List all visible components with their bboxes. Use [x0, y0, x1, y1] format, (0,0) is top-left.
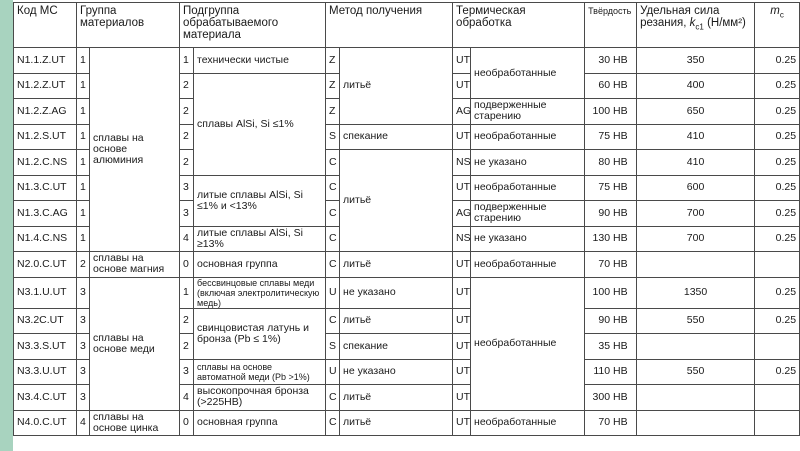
header-group: Группа материалов — [77, 3, 180, 48]
mc-cell — [755, 385, 800, 411]
header-force-unit: (Н/мм²) — [703, 17, 746, 29]
subgroup-num-cell: 4 — [180, 226, 194, 252]
table-row — [14, 277, 800, 308]
method-code-cell: U — [326, 359, 340, 385]
method-code-cell: Z — [326, 73, 340, 99]
group-num-cell: 3 — [77, 385, 90, 411]
method-code-cell: C — [326, 410, 340, 436]
code-cell: N4.0.C.UT — [14, 410, 77, 436]
hardness-value: 80 — [598, 155, 611, 168]
mc-cell: 0.25 — [755, 226, 800, 252]
mc-cell: 0.25 — [755, 73, 800, 99]
method-code-cell: C — [326, 385, 340, 411]
subgroup-num-cell: 2 — [180, 124, 194, 150]
mc-cell — [755, 334, 800, 360]
group-num-cell: 3 — [77, 359, 90, 385]
code-cell: N3.1.U.UT — [14, 277, 77, 308]
code-cell: N1.1.Z.UT — [14, 48, 77, 74]
subgroup-text-cell: основная группа — [194, 252, 326, 278]
hardness-unit: HB — [612, 130, 628, 143]
heat-untreated-cell: необработанные — [471, 124, 585, 150]
hardness-value: 130 — [592, 232, 611, 245]
subgroup-num-cell: 1 — [180, 48, 194, 74]
code-cell: N1.2.Z.AG — [14, 99, 77, 125]
table-row — [14, 48, 800, 74]
subgroup-num-cell: 3 — [180, 359, 194, 385]
heat-none-cell: не указано — [471, 150, 585, 176]
heat-code-cell: UT — [453, 252, 471, 278]
header-cutting-force — [637, 3, 755, 48]
header-code: Код МС — [14, 3, 77, 48]
method-none-cell: не указано — [340, 359, 453, 385]
hardness-cell — [585, 308, 637, 334]
hardness-unit: HB — [612, 53, 628, 66]
subgroup-text-cell: свинцовистая латунь и бронза (Pb ≤ 1%) — [194, 308, 326, 359]
hardness-cell — [585, 252, 637, 278]
hardness-cell — [585, 150, 637, 176]
hardness-cell — [585, 48, 637, 74]
code-cell: N1.2.C.NS — [14, 150, 77, 176]
method-code-cell: C — [326, 201, 340, 227]
method-code-cell: S — [326, 124, 340, 150]
code-cell: N1.4.C.NS — [14, 226, 77, 252]
code-cell: N3.3.U.UT — [14, 359, 77, 385]
code-cell: N1.3.C.UT — [14, 175, 77, 201]
subgroup-num-cell: 4 — [180, 385, 194, 411]
heat-code-cell: UT — [453, 73, 471, 99]
code-cell: N1.2.S.UT — [14, 124, 77, 150]
hardness-cell — [585, 226, 637, 252]
method-code-cell: Z — [326, 99, 340, 125]
hardness-value: 60 — [598, 79, 611, 92]
hardness-cell — [585, 334, 637, 360]
group-zinc-cell: сплавы на основе цинка — [90, 410, 180, 436]
code-cell: N3.3.S.UT — [14, 334, 77, 360]
heat-code-cell: UT — [453, 359, 471, 385]
header-mc — [755, 3, 800, 48]
force-cell: 410 — [637, 124, 755, 150]
mc-cell — [755, 252, 800, 278]
force-cell: 550 — [637, 359, 755, 385]
subgroup-text-cell: литые сплавы AlSi, Si ≥13% — [194, 226, 326, 252]
force-cell: 700 — [637, 226, 755, 252]
heat-code-cell: NS — [453, 150, 471, 176]
mc-cell: 0.25 — [755, 48, 800, 74]
force-cell: 350 — [637, 48, 755, 74]
hardness-cell — [585, 175, 637, 201]
mc-cell — [755, 410, 800, 436]
force-cell: 650 — [637, 99, 755, 125]
header-force-k: k — [689, 17, 696, 29]
heat-code-cell: UT — [453, 124, 471, 150]
hardness-value: 90 — [598, 206, 611, 219]
header-mc-m: m — [770, 5, 780, 17]
header-mc-sub: c — [779, 10, 784, 20]
hardness-unit: HB — [612, 416, 628, 429]
subgroup-text-cell: технически чистые — [194, 48, 326, 74]
group-num-cell: 1 — [77, 48, 90, 74]
group-num-cell: 1 — [77, 175, 90, 201]
group-copper-cell: сплавы на основе меди — [90, 277, 180, 410]
hardness-value: 75 — [598, 181, 611, 194]
code-cell: N1.3.C.AG — [14, 201, 77, 227]
hardness-unit: HB — [612, 257, 628, 270]
heat-code-cell: UT — [453, 175, 471, 201]
code-cell: N3.2C.UT — [14, 308, 77, 334]
heat-code-cell: AG — [453, 201, 471, 227]
heat-code-cell: UT — [453, 308, 471, 334]
heat-untreated-cell: необработанные — [471, 277, 585, 410]
hardness-unit: HB — [612, 314, 628, 327]
header-hardness: Твёрдость — [585, 3, 637, 48]
hardness-unit: HB — [612, 286, 628, 298]
heat-untreated-cell: необработанные — [471, 175, 585, 201]
method-code-cell: S — [326, 334, 340, 360]
group-num-cell: 1 — [77, 124, 90, 150]
heat-code-cell: UT — [453, 277, 471, 308]
header-method: Метод получения — [326, 3, 453, 48]
hardness-cell — [585, 410, 637, 436]
hardness-value: 75 — [598, 130, 611, 143]
hardness-cell — [585, 73, 637, 99]
subgroup-num-cell: 2 — [180, 308, 194, 334]
hardness-cell — [585, 277, 637, 308]
heat-aged-cell: подверженные старению — [471, 99, 585, 125]
force-cell: 600 — [637, 175, 755, 201]
force-cell: 550 — [637, 308, 755, 334]
group-num-cell: 3 — [77, 308, 90, 334]
heat-none-cell: не указано — [471, 226, 585, 252]
subgroup-text-cell: сплавы на основе автоматной меди (Pb >1%) — [194, 359, 326, 385]
hardness-unit: HB — [612, 181, 628, 194]
code-cell: N3.4.C.UT — [14, 385, 77, 411]
heat-code-cell: AG — [453, 99, 471, 125]
material-table — [13, 2, 800, 436]
mc-cell: 0.25 — [755, 359, 800, 385]
hardness-value: 70 — [598, 257, 611, 270]
method-cast-cell: литьё — [340, 308, 453, 334]
heat-untreated-cell: необработанные — [471, 48, 585, 99]
force-cell: 410 — [637, 150, 755, 176]
heat-code-cell: UT — [453, 48, 471, 74]
code-cell: N1.2.Z.UT — [14, 73, 77, 99]
hardness-cell — [585, 99, 637, 125]
heat-code-cell: UT — [453, 385, 471, 411]
hardness-value: 30 — [598, 53, 611, 66]
method-cast-cell: литьё — [340, 385, 453, 411]
mc-cell: 0.25 — [755, 124, 800, 150]
hardness-value: 90 — [598, 314, 611, 327]
header-row — [14, 3, 800, 48]
table-row — [14, 252, 800, 278]
group-num-cell: 1 — [77, 73, 90, 99]
table-row — [14, 410, 800, 436]
hardness-unit: HB — [612, 206, 628, 219]
method-code-cell: Z — [326, 48, 340, 74]
group-num-cell: 1 — [77, 150, 90, 176]
subgroup-num-cell: 2 — [180, 73, 194, 99]
method-cast-cell: литьё — [340, 150, 453, 252]
group-num-cell: 2 — [77, 252, 90, 278]
header-subgroup: Подгруппа обрабатываемого материала — [180, 3, 326, 48]
group-num-cell: 1 — [77, 99, 90, 125]
mc-cell: 0.25 — [755, 277, 800, 308]
method-cast-cell: литьё — [340, 410, 453, 436]
header-force-sub: c1 — [695, 22, 704, 32]
force-cell — [637, 385, 755, 411]
method-sinter-cell: спекание — [340, 124, 453, 150]
hardness-unit: HB — [612, 155, 628, 168]
hardness-value: 70 — [598, 416, 611, 429]
method-cast-cell: литьё — [340, 48, 453, 125]
heat-aged-cell: подверженные старению — [471, 201, 585, 227]
force-cell: 700 — [637, 201, 755, 227]
method-code-cell: C — [326, 252, 340, 278]
subgroup-num-cell: 3 — [180, 201, 194, 227]
hardness-cell — [585, 359, 637, 385]
mc-cell: 0.25 — [755, 150, 800, 176]
hardness-unit: HB — [612, 390, 628, 403]
heat-untreated-cell: необработанные — [471, 252, 585, 278]
hardness-unit: HB — [612, 365, 628, 378]
group-aluminium-cell: сплавы на основе алюминия — [90, 48, 180, 252]
hardness-unit: HB — [612, 339, 628, 352]
force-cell — [637, 410, 755, 436]
hardness-value: 300 — [592, 390, 611, 403]
subgroup-num-cell: 2 — [180, 334, 194, 360]
group-num-cell: 1 — [77, 201, 90, 227]
heat-code-cell: NS — [453, 226, 471, 252]
hardness-value: 110 — [593, 365, 611, 378]
force-cell — [637, 334, 755, 360]
subgroup-num-cell: 0 — [180, 410, 194, 436]
group-magnesium-cell: сплавы на основе магния — [90, 252, 180, 278]
group-num-cell: 4 — [77, 410, 90, 436]
subgroup-num-cell: 2 — [180, 99, 194, 125]
hardness-cell — [585, 385, 637, 411]
subgroup-text-cell: основная группа — [194, 410, 326, 436]
code-cell: N2.0.C.UT — [14, 252, 77, 278]
force-cell: 1350 — [637, 277, 755, 308]
hardness-cell — [585, 124, 637, 150]
subgroup-num-cell: 1 — [180, 277, 194, 308]
hardness-value: 100 — [592, 286, 611, 298]
method-code-cell: C — [326, 175, 340, 201]
heat-code-cell: UT — [453, 410, 471, 436]
subgroup-num-cell: 0 — [180, 252, 194, 278]
method-code-cell: C — [326, 150, 340, 176]
header-heat-treatment: Термическая обработка — [453, 3, 585, 48]
method-none-cell: не указано — [340, 277, 453, 308]
method-cast-cell: литьё — [340, 252, 453, 278]
method-code-cell: C — [326, 226, 340, 252]
hardness-unit: HB — [612, 232, 628, 245]
force-cell — [637, 252, 755, 278]
hardness-value: 100 — [592, 104, 611, 117]
mc-cell: 0.25 — [755, 308, 800, 334]
force-cell: 400 — [637, 73, 755, 99]
heat-code-cell: UT — [453, 334, 471, 360]
subgroup-text-cell: сплавы AlSi, Si ≤1% — [194, 73, 326, 175]
subgroup-text-cell: высокопрочная бронза (>225HB) — [194, 385, 326, 411]
hardness-cell — [585, 201, 637, 227]
method-sinter-cell: спекание — [340, 334, 453, 360]
mc-cell: 0.25 — [755, 175, 800, 201]
mc-cell: 0.25 — [755, 201, 800, 227]
group-num-cell: 1 — [77, 226, 90, 252]
subgroup-text-cell: бессвинцовые сплавы меди (включая электролитическую медь) — [194, 277, 326, 308]
hardness-unit: HB — [612, 104, 628, 117]
accent-stripe — [0, 0, 13, 451]
method-code-cell: C — [326, 308, 340, 334]
hardness-value: 35 — [598, 339, 611, 352]
hardness-unit: HB — [612, 79, 628, 92]
header-force-prefix: Удельная сила резания, — [640, 5, 720, 29]
group-num-cell: 3 — [77, 334, 90, 360]
mc-cell: 0.25 — [755, 99, 800, 125]
subgroup-text-cell: литые сплавы AlSi, Si ≤1% и <13% — [194, 175, 326, 226]
heat-untreated-cell: необработанные — [471, 410, 585, 436]
group-num-cell: 3 — [77, 277, 90, 308]
method-code-cell: U — [326, 277, 340, 308]
subgroup-num-cell: 3 — [180, 175, 194, 201]
subgroup-num-cell: 2 — [180, 150, 194, 176]
